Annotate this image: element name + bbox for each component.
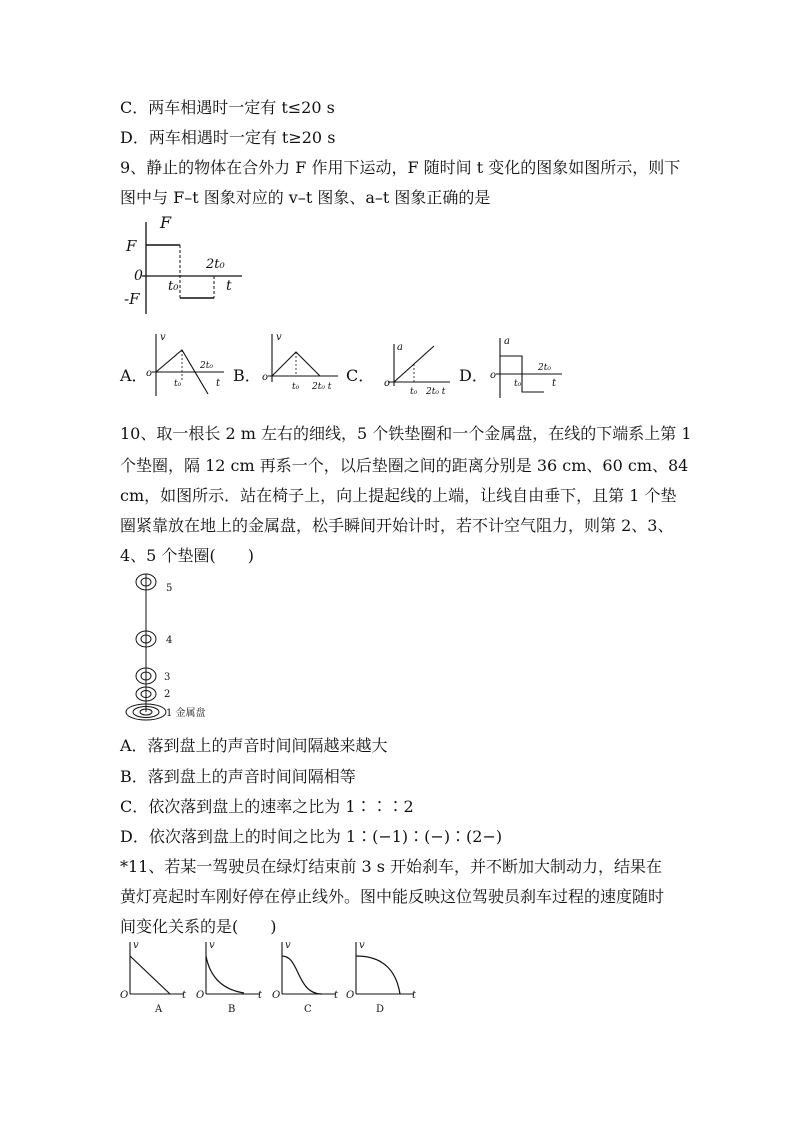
svg-text:t: t bbox=[182, 990, 187, 1001]
svg-text:O: O bbox=[120, 990, 129, 1001]
q10-option-b: B．落到盘上的声音时间间隔相等 bbox=[120, 767, 356, 786]
svg-text:v: v bbox=[133, 940, 139, 951]
svg-text:a: a bbox=[504, 336, 510, 347]
svg-text:t: t bbox=[334, 990, 339, 1001]
q9-fig-f-axis-label: F bbox=[160, 214, 172, 232]
svg-text:t: t bbox=[258, 990, 263, 1001]
q11-graph-c-label: C bbox=[304, 1004, 312, 1014]
q9-fig-t-axis-label: t bbox=[226, 278, 232, 294]
svg-text:2t₀: 2t₀ bbox=[538, 363, 551, 373]
svg-text:v: v bbox=[209, 940, 215, 951]
q11-graph-a-label: A bbox=[155, 1004, 163, 1014]
q11-graph-d bbox=[344, 938, 420, 1014]
svg-text:t₀: t₀ bbox=[174, 379, 182, 389]
q9-option-b-label: B． bbox=[233, 366, 261, 385]
washer-4-label: 4 bbox=[166, 635, 173, 646]
q11-stem-line-3: 间变化关系的是( ) bbox=[120, 917, 277, 936]
washer-5-label: 5 bbox=[166, 583, 173, 594]
q9-stem-line-1: 9、静止的物体在合外力 F 作用下运动，F 随时间 t 变化的图象如图所示，则下 bbox=[120, 158, 681, 177]
svg-text:o: o bbox=[146, 368, 153, 379]
svg-text:v: v bbox=[160, 332, 166, 343]
svg-text:O: O bbox=[272, 990, 281, 1001]
q9-fig-f-value: F bbox=[126, 237, 137, 255]
svg-text:o: o bbox=[490, 370, 497, 381]
q9-option-d-graph bbox=[488, 334, 564, 402]
q10-stem-line-5: 4、5 个垫圈( ) bbox=[120, 546, 254, 565]
svg-text:v: v bbox=[285, 940, 291, 951]
svg-text:t: t bbox=[552, 378, 557, 389]
q9-option-a-graph bbox=[144, 330, 226, 402]
q10-option-d: D．依次落到盘上的时间之比为 1∶(−1)∶(−)∶(2−) bbox=[120, 827, 503, 846]
washer-2-label: 2 bbox=[164, 689, 171, 700]
washer-1-metal-plate-label: 1 金属盘 bbox=[166, 708, 206, 719]
q9-option-b-graph bbox=[260, 330, 340, 394]
q11-stem-line-1: *11、若某一驾驶员在绿灯结束前 3 s 开始刹车，并不断加大制动力，结果在 bbox=[120, 857, 663, 876]
q9-fig-2t0: 2t₀ bbox=[206, 257, 225, 272]
q11-graph-b-label: B bbox=[228, 1004, 236, 1014]
svg-text:2t₀ t: 2t₀ t bbox=[312, 382, 332, 392]
q8-option-c: C．两车相遇时一定有 t≤20 s bbox=[120, 98, 335, 117]
q10-washer-figure bbox=[120, 570, 230, 722]
svg-text:a: a bbox=[397, 342, 403, 353]
q9-option-d-label: D． bbox=[459, 366, 488, 385]
washer-3-label: 3 bbox=[164, 672, 171, 683]
q10-option-a: A．落到盘上的声音时间间隔越来越大 bbox=[120, 736, 388, 755]
svg-text:O: O bbox=[346, 990, 355, 1001]
q11-graph-c bbox=[270, 938, 342, 1014]
svg-text:o: o bbox=[262, 372, 269, 383]
svg-text:t: t bbox=[412, 990, 417, 1001]
svg-text:t₀: t₀ bbox=[292, 382, 300, 392]
q9-fig-zero: 0 bbox=[134, 268, 143, 284]
q10-stem-line-4: 圈紧靠放在地上的金属盘，松手瞬间开始计时，若不计空气阻力，则第 2、3、 bbox=[120, 516, 674, 535]
svg-text:2t₀: 2t₀ bbox=[200, 361, 213, 371]
svg-text:O: O bbox=[196, 990, 205, 1001]
q11-graph-a bbox=[118, 938, 190, 1014]
q9-option-c-label: C． bbox=[346, 366, 375, 385]
svg-text:t₀: t₀ bbox=[410, 387, 418, 397]
svg-text:2t₀ t: 2t₀ t bbox=[426, 387, 446, 397]
q9-stem-line-2: 图中与 F–t 图象对应的 v–t 图象、a–t 图象正确的是 bbox=[120, 188, 491, 207]
q9-option-c-graph bbox=[378, 340, 452, 398]
q9-fig-t0: t₀ bbox=[168, 279, 179, 294]
q10-stem-line-3: cm，如图所示．站在椅子上，向上提起线的上端，让线自由垂下，且第 1 个垫 bbox=[120, 486, 677, 505]
svg-text:v: v bbox=[359, 940, 365, 951]
q9-fig-neg-f: -F bbox=[124, 290, 140, 308]
q10-stem-line-2: 个垫圈，隔 12 cm 再系一个，以后垫圈之间的距离分别是 36 cm、60 cm、84 bbox=[120, 456, 689, 475]
svg-text:v: v bbox=[276, 332, 282, 343]
svg-text:o: o bbox=[384, 378, 391, 389]
q11-stem-line-2: 黄灯亮起时车刚好停在停止线外。图中能反映这位驾驶员刹车过程的速度随时 bbox=[120, 887, 665, 906]
svg-text:t: t bbox=[216, 378, 221, 389]
q11-graph-b bbox=[194, 938, 266, 1014]
q9-force-time-figure bbox=[120, 214, 250, 320]
q11-graph-d-label: D bbox=[376, 1004, 385, 1014]
q10-stem-line-1: 10、取一根长 2 m 左右的细线，5 个铁垫圈和一个金属盘，在线的下端系上第 1 bbox=[120, 424, 692, 443]
q8-option-d: D．两车相遇时一定有 t≥20 s bbox=[120, 128, 336, 147]
svg-text:t₀: t₀ bbox=[514, 379, 522, 389]
q10-option-c: C．依次落到盘上的速率之比为 1∶∶∶2 bbox=[120, 797, 414, 816]
q9-option-a-label: A． bbox=[120, 366, 148, 385]
